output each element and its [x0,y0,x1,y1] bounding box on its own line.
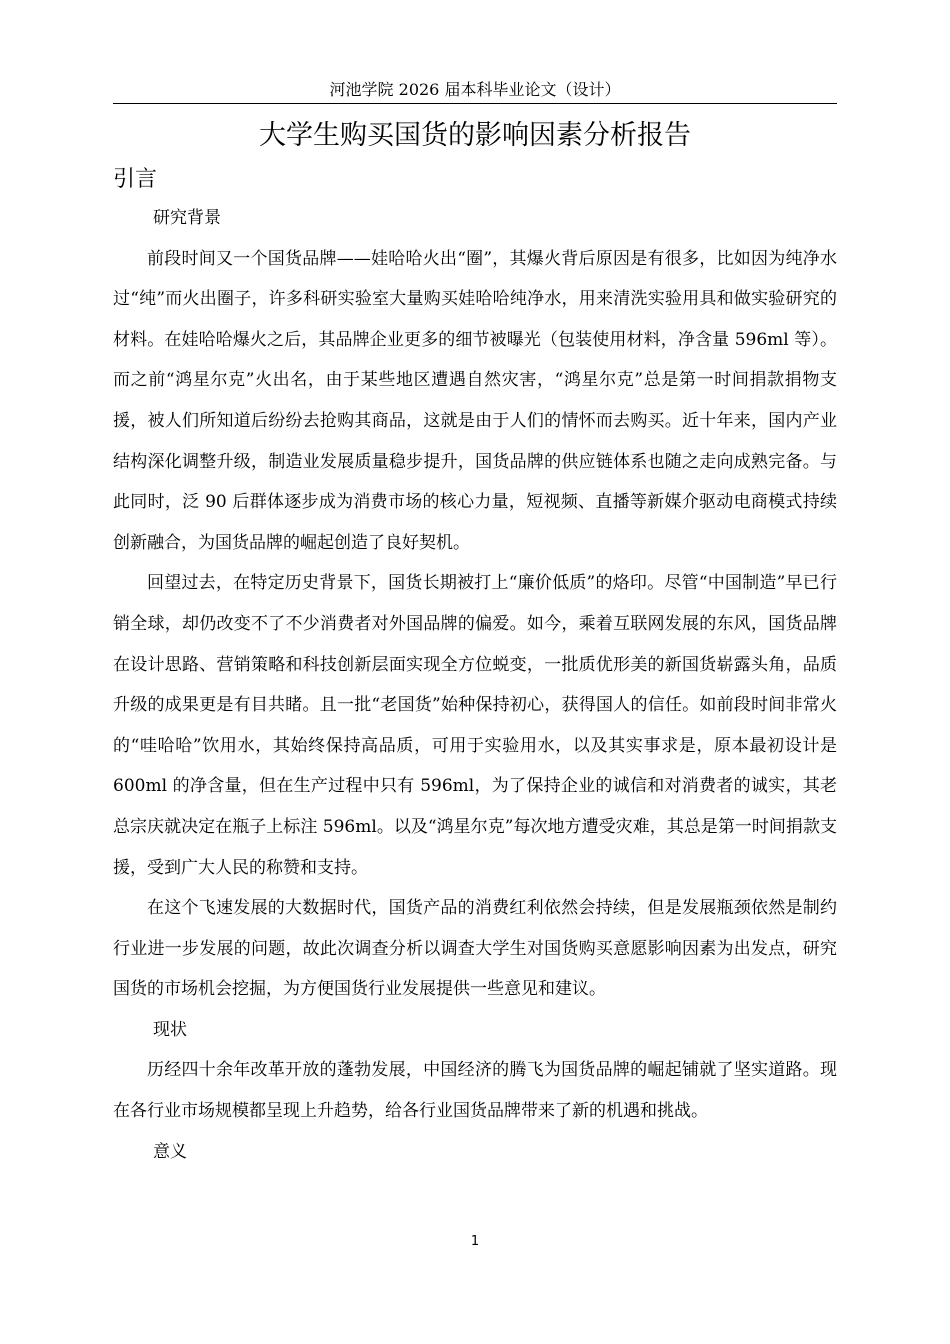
document-title: 大学生购买国货的影响因素分析报告 [259,120,691,151]
paragraph-2: 回望过去，在特定历史背景下，国货长期被打上“廉价低质”的烙印。尽管“中国制造”早已行销全球，却仍改变不了不少消费者对外国品牌的偏爱。如今，乘着互联网发展的东风，国货品牌在设计思路、营销策略和科技创新层面实现全方位蜕变，一批质优形美的新国货崭露头角，品质升级的成果更是有目共睹。且一批“老国货”始种保持初心，获得国人的信任。如前段时间非常火的“哇哈哈”饮用水，其始终保持高品质，可用于实验用水，以及其实事求是，原本最初设计是 600ml 的净含量，但在生产过程中只有 596ml，为了保持企业的诚信和对消费者的诚实，其老总宗庆就决定在瓶子上标注 596ml。以及“鸿星尔克”每次地方遭受灾难，其总是第一时间捐款支援，受到广大人民的称赞和支持。 [113,573,837,878]
subsection-heading-status: 现状 [153,1019,187,1040]
section-heading: 引言 [113,167,158,192]
header-rule [113,103,837,104]
body-text [113,198,837,1172]
paragraph-1: 前段时间又一个国货品牌——娃哈哈火出“圈”，其爆火背后原因是有很多，比如因为纯净水过“纯”而火出圈子，许多科研实验室大量购买娃哈哈纯净水，用来清洗实验用具和做实验研究的材料。在娃哈哈爆火之后，其品牌企业更多的细节被曝光（包装使用材料，净含量 596ml 等）。而之前“鸿星尔克”火出名，由于某些地区遭遇自然灾害，“鸿星尔克”总是第一时间捐款捐物支援，被人们所知道后纷纷去抢购其商品，这就是由于人们的情怀而去购买。近十年来，国内产业结构深化调整升级，制造业发展质量稳步提升，国货品牌的供应链体系也随之走向成熟完备。与此同时，泛 90 后群体逐步成为消费市场的核心力量，短视频、直播等新媒介驱动电商模式持续创新融合，为国货品牌的崛起创造了良好契机。 [113,248,837,553]
paragraph-4: 历经四十余年改革开放的蓬勃发展，中国经济的腾飞为国货品牌的崛起铺就了坚实道路。现在各行业市场规模都呈现上升趋势，给各行业国货品牌带来了新的机遇和挑战。 [113,1060,837,1122]
subsection-heading-significance: 意义 [153,1141,187,1162]
paragraph-3: 在这个飞速发展的大数据时代，国货产品的消费红利依然会持续，但是发展瓶颈依然是制约行业进一步发展的问题，故此次调查分析以调查大学生对国货购买意愿影响因素为出发点，研究国货的市场机会挖掘，为方便国货行业发展提供一些意见和建议。 [113,898,837,1000]
subsection-heading-background: 研究背景 [153,208,221,228]
page-number: 1 [470,1234,480,1249]
running-header: 河池学院 2026 届本科毕业论文（设计） [329,80,621,99]
